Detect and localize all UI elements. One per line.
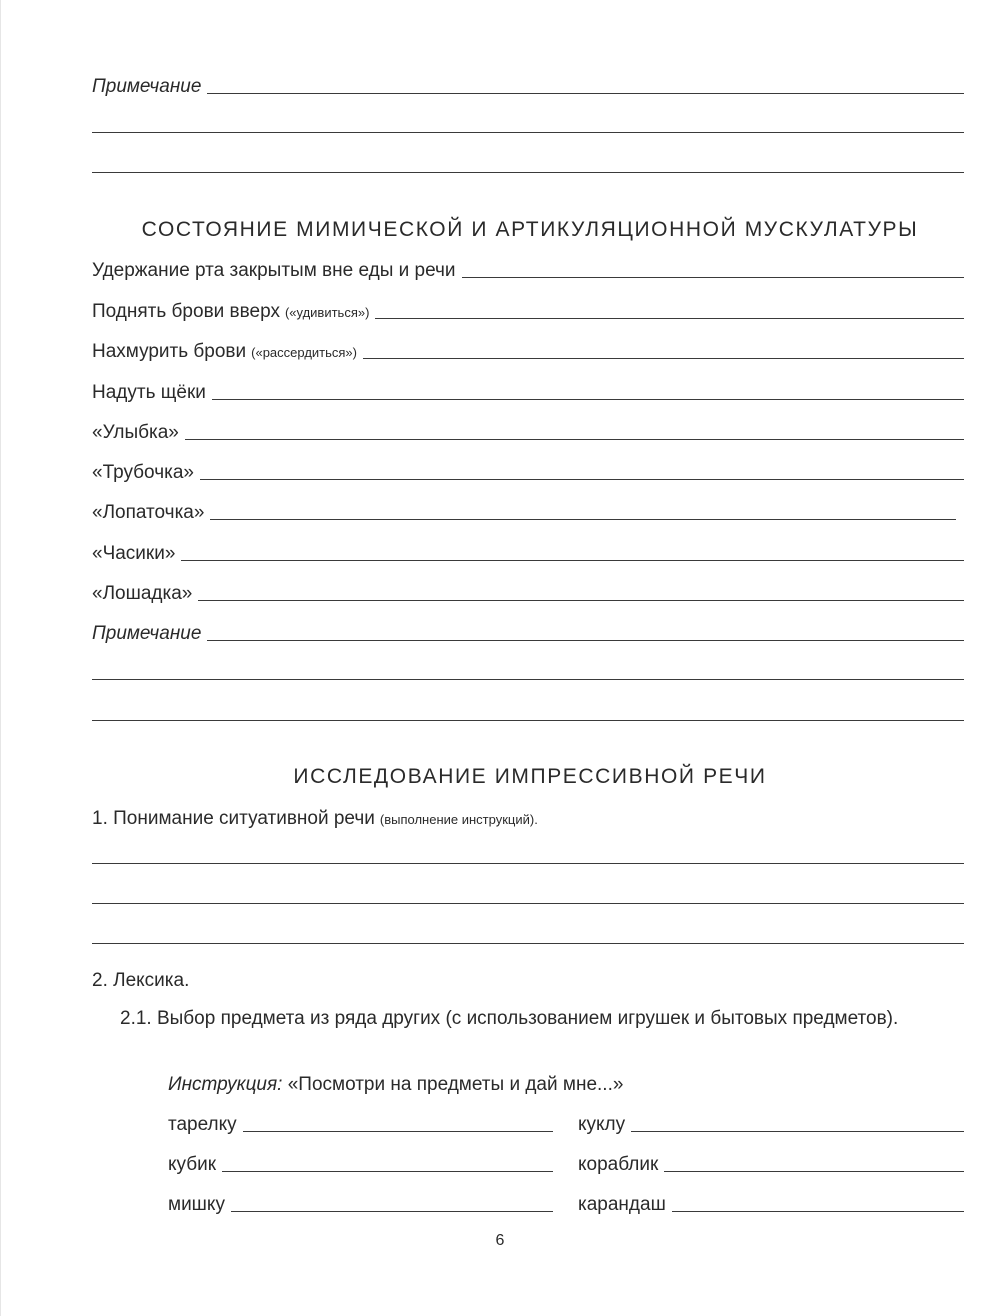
blank-line xyxy=(92,172,964,173)
muscle-item-row xyxy=(92,381,964,405)
fill-line xyxy=(207,640,964,641)
fill-line xyxy=(672,1211,964,1212)
instruction xyxy=(168,1073,623,1097)
muscle-item-row xyxy=(92,582,964,606)
page-edge xyxy=(0,0,1,1316)
section-heading-impressive: ИССЛЕДОВАНИЕ ИМПРЕССИВНОЙ РЕЧИ xyxy=(293,765,767,788)
item-label: «Часики» xyxy=(92,543,176,564)
pair-right xyxy=(578,1113,964,1137)
fill-line xyxy=(185,439,964,440)
fill-line xyxy=(363,358,964,359)
fill-line xyxy=(375,318,964,319)
item-label: «Лопаточка» xyxy=(92,502,205,523)
pair-label: куклу xyxy=(578,1114,626,1135)
pair-label: тарелку xyxy=(168,1114,237,1135)
item-label: Поднять брови вверх xyxy=(92,301,280,322)
pair-label: кораблик xyxy=(578,1154,659,1175)
muscle-note-label: Примечание xyxy=(92,623,202,644)
blank-line xyxy=(92,943,964,944)
fill-line xyxy=(181,560,964,561)
item-note: («рассердиться») xyxy=(251,345,357,360)
muscle-note-row xyxy=(92,622,964,646)
pair-right xyxy=(578,1193,964,1217)
page-number: 6 xyxy=(495,1232,505,1249)
muscle-item-row xyxy=(92,259,964,283)
muscle-item-row xyxy=(92,421,964,445)
pair-left xyxy=(168,1113,553,1137)
item1-note: (выполнение инструкций). xyxy=(379,812,538,827)
fill-line xyxy=(212,399,964,400)
muscle-item-row xyxy=(92,501,956,525)
fill-line xyxy=(210,519,956,520)
pair-left xyxy=(168,1153,553,1177)
item-label: Нахмурить брови xyxy=(92,341,247,362)
top-note-row xyxy=(92,75,964,99)
blank-line xyxy=(92,863,964,864)
fill-line xyxy=(243,1131,553,1132)
item-label: «Улыбка» xyxy=(92,422,179,443)
pair-label: мишку xyxy=(168,1194,225,1215)
item21-text: 2.1. Выбор предмета из ряда других (с использованием игрушек и бытовых предметов). xyxy=(120,1008,899,1029)
muscle-item-row xyxy=(92,461,964,485)
pair-label: карандаш xyxy=(578,1194,666,1215)
instruction-text: «Посмотри на предметы и дай мне...» xyxy=(287,1074,624,1095)
item-label: Надуть щёки xyxy=(92,382,206,403)
pair-label: кубик xyxy=(168,1154,217,1175)
section-heading-muscle: СОСТОЯНИЕ МИМИЧЕСКОЙ И АРТИКУЛЯЦИОННОЙ МУСКУЛАТУРЫ xyxy=(141,218,919,241)
fill-line xyxy=(462,277,964,278)
fill-line xyxy=(664,1171,964,1172)
muscle-item-row xyxy=(92,300,964,325)
item1-label: 1. Понимание ситуативной речи xyxy=(92,808,375,829)
blank-line xyxy=(92,132,964,133)
muscle-item-row xyxy=(92,340,964,365)
item-note: («удивиться») xyxy=(284,305,370,320)
blank-line xyxy=(92,903,964,904)
blank-line xyxy=(92,720,964,721)
fill-line xyxy=(222,1171,553,1172)
pair-right xyxy=(578,1153,964,1177)
impressive-item1 xyxy=(92,807,964,832)
item-label: Удержание рта закрытым вне еды и речи xyxy=(92,260,456,281)
item-label: «Лошадка» xyxy=(92,583,193,604)
fill-line xyxy=(207,93,964,94)
item-label: «Трубочка» xyxy=(92,462,194,483)
pair-left xyxy=(168,1193,553,1217)
fill-line xyxy=(231,1211,553,1212)
fill-line xyxy=(198,600,964,601)
top-note-label: Примечание xyxy=(92,76,202,97)
fill-line xyxy=(631,1131,964,1132)
item2-label: 2. Лексика. xyxy=(92,970,190,991)
muscle-item-row xyxy=(92,542,964,566)
instruction-label: Инструкция: xyxy=(168,1074,283,1095)
blank-line xyxy=(92,679,964,680)
fill-line xyxy=(200,479,964,480)
